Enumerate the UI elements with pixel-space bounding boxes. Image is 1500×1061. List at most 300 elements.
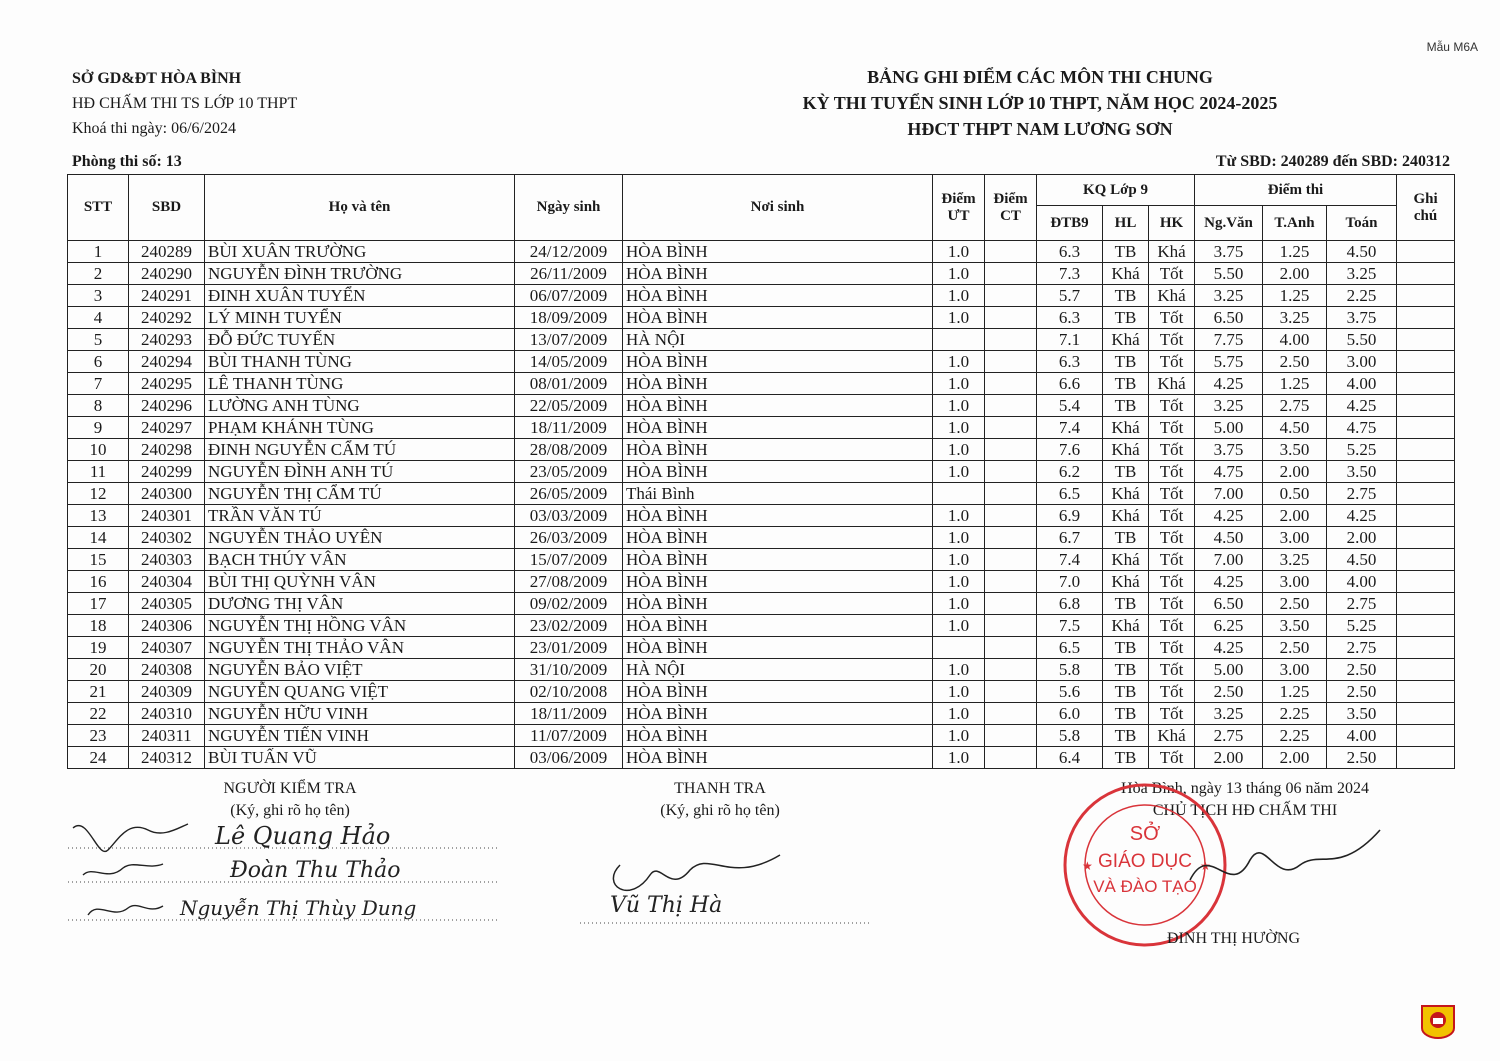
cell-stt: 23 [68,725,129,747]
cell-hk: Tốt [1149,747,1195,769]
stamp-line-1: SỞ [1129,823,1161,845]
cell-toan: 5.25 [1327,615,1397,637]
cell-pob: HÒA BÌNH [623,307,933,329]
checker-block [200,778,380,822]
cell-sbd: 240297 [129,417,205,439]
cell-ng-van: 7.00 [1195,549,1263,571]
cell-diem-ut: 1.0 [933,241,985,263]
cell-dob: 27/08/2009 [515,571,623,593]
cell-dob: 13/07/2009 [515,329,623,351]
table-row [68,439,1455,461]
cell-pob: HÒA BÌNH [623,395,933,417]
cell-hk: Khá [1149,241,1195,263]
cell-hk: Khá [1149,285,1195,307]
cell-hl: Khá [1103,263,1149,285]
cell-toan: 3.50 [1327,461,1397,483]
cell-t-anh: 3.00 [1263,571,1327,593]
cell-t-anh: 2.00 [1263,747,1327,769]
cell-ng-van: 2.50 [1195,681,1263,703]
col-dob: Ngày sinh [515,175,623,241]
cell-ghi-chu [1397,703,1455,725]
col-t-anh: T.Anh [1263,206,1327,241]
cell-hk: Tốt [1149,703,1195,725]
cell-toan: 3.25 [1327,263,1397,285]
cell-diem-ct [985,571,1037,593]
cell-hl: Khá [1103,571,1149,593]
col-ghi-chu [1397,175,1455,241]
stamp-star-right: ★ [1200,859,1211,873]
col-diem-ut-line2: ƯT [947,207,970,224]
cell-ng-van: 5.50 [1195,263,1263,285]
table-row [68,307,1455,329]
cell-toan: 4.75 [1327,417,1397,439]
cell-ng-van: 5.00 [1195,417,1263,439]
cell-dtb9: 7.4 [1037,549,1103,571]
table-row [68,549,1455,571]
cell-diem-ut: 1.0 [933,439,985,461]
cell-pob: HÒA BÌNH [623,351,933,373]
table-row [68,241,1455,263]
cell-dob: 23/05/2009 [515,461,623,483]
col-dtb9: ĐTB9 [1037,206,1103,241]
checker-title: NGƯỜI KIỂM TRA [223,780,357,797]
cell-dtb9: 6.4 [1037,747,1103,769]
col-ng-van: Ng.Văn [1195,206,1263,241]
cell-sbd: 240294 [129,351,205,373]
col-diem-thi: Điểm thi [1195,175,1397,206]
place-date: Hòa Bình, ngày 13 tháng 06 năm 2024 [1121,780,1369,797]
cell-toan: 2.50 [1327,747,1397,769]
cell-stt: 22 [68,703,129,725]
cell-pob: HÒA BÌNH [623,461,933,483]
cell-hk: Tốt [1149,659,1195,681]
col-name: Họ và tên [205,175,515,241]
cell-dob: 23/01/2009 [515,637,623,659]
cell-diem-ct [985,615,1037,637]
cell-dtb9: 7.4 [1037,417,1103,439]
cell-t-anh: 2.50 [1263,351,1327,373]
cell-stt: 10 [68,439,129,461]
cell-diem-ct [985,637,1037,659]
cell-diem-ut: 1.0 [933,659,985,681]
cell-hl: TB [1103,593,1149,615]
cell-ng-van: 3.75 [1195,439,1263,461]
cell-hk: Tốt [1149,637,1195,659]
cell-name: BÙI TUẤN VŨ [205,747,515,769]
cell-t-anh: 0.50 [1263,483,1327,505]
cell-ghi-chu [1397,505,1455,527]
cell-diem-ut: 1.0 [933,461,985,483]
col-ghi-chu-line2: chú [1413,207,1438,224]
cell-sbd: 240305 [129,593,205,615]
col-diem-ct-line2: CT [1000,207,1021,224]
cell-hk: Tốt [1149,505,1195,527]
cell-hk: Tốt [1149,615,1195,637]
cell-name: LÝ MINH TUYỂN [205,307,515,329]
chair-signature-scribble [1180,820,1390,910]
cell-pob: HÒA BÌNH [623,417,933,439]
cell-t-anh: 3.00 [1263,527,1327,549]
cell-sbd: 240304 [129,571,205,593]
cell-diem-ct [985,725,1037,747]
cell-ghi-chu [1397,351,1455,373]
cell-ghi-chu [1397,483,1455,505]
cell-dob: 18/11/2009 [515,703,623,725]
cell-dob: 31/10/2009 [515,659,623,681]
col-toan: Toán [1327,206,1397,241]
cell-hl: Khá [1103,549,1149,571]
cell-stt: 18 [68,615,129,637]
stamp-line-3: VÀ ĐÀO TẠO [1093,877,1197,896]
cell-dob: 15/07/2009 [515,549,623,571]
cell-dtb9: 6.3 [1037,307,1103,329]
cell-sbd: 240299 [129,461,205,483]
cell-diem-ct [985,329,1037,351]
cell-ghi-chu [1397,307,1455,329]
cell-hk: Tốt [1149,549,1195,571]
cell-pob: HÒA BÌNH [623,439,933,461]
cell-sbd: 240291 [129,285,205,307]
cell-pob: HÒA BÌNH [623,725,933,747]
cell-hl: TB [1103,241,1149,263]
cell-toan: 5.25 [1327,439,1397,461]
cell-diem-ut: 1.0 [933,527,985,549]
inspector-block [620,778,820,822]
cell-diem-ct [985,681,1037,703]
col-diem-ut-line1: Điểm [941,190,976,207]
cell-pob: HÒA BÌNH [623,637,933,659]
cell-sbd: 240295 [129,373,205,395]
cell-dtb9: 5.7 [1037,285,1103,307]
cell-toan: 2.75 [1327,637,1397,659]
cell-hl: Khá [1103,505,1149,527]
cell-dob: 18/09/2009 [515,307,623,329]
cell-diem-ut: 1.0 [933,417,985,439]
cell-diem-ut: 1.0 [933,351,985,373]
cell-diem-ut: 1.0 [933,747,985,769]
cell-ghi-chu [1397,417,1455,439]
cell-dtb9: 7.3 [1037,263,1103,285]
cell-toan: 3.50 [1327,703,1397,725]
cell-ghi-chu [1397,241,1455,263]
cell-pob: HÒA BÌNH [623,615,933,637]
cell-hl: TB [1103,461,1149,483]
cell-stt: 5 [68,329,129,351]
sbd-range: Từ SBD: 240289 đến SBD: 240312 [1215,153,1450,170]
cell-name: LƯỜNG ANH TÙNG [205,395,515,417]
cell-sbd: 240302 [129,527,205,549]
cell-hl: Khá [1103,483,1149,505]
cell-ghi-chu [1397,593,1455,615]
cell-ng-van: 6.25 [1195,615,1263,637]
cell-hk: Tốt [1149,461,1195,483]
cell-ng-van: 4.25 [1195,373,1263,395]
table-row [68,527,1455,549]
cell-pob: HÀ NỘI [623,659,933,681]
cell-stt: 7 [68,373,129,395]
cell-hk: Tốt [1149,395,1195,417]
cell-hk: Tốt [1149,307,1195,329]
cell-dtb9: 5.8 [1037,659,1103,681]
table-row [68,747,1455,769]
cell-name: NGUYỄN THỊ THẢO VÂN [205,637,515,659]
cell-diem-ut: 1.0 [933,571,985,593]
cell-ng-van: 5.00 [1195,659,1263,681]
cell-diem-ct [985,483,1037,505]
cell-name: PHẠM KHÁNH TÙNG [205,417,515,439]
table-row [68,373,1455,395]
cell-name: DƯƠNG THỊ VÂN [205,593,515,615]
table-row [68,351,1455,373]
cell-t-anh: 2.25 [1263,725,1327,747]
document-title [760,64,1320,142]
cell-diem-ut: 1.0 [933,681,985,703]
col-hk: HK [1149,206,1195,241]
cell-ng-van: 4.25 [1195,637,1263,659]
table-body [68,241,1455,769]
cell-hl: Khá [1103,439,1149,461]
cell-t-anh: 2.00 [1263,263,1327,285]
cell-hk: Tốt [1149,263,1195,285]
cell-hk: Tốt [1149,483,1195,505]
cell-t-anh: 3.25 [1263,549,1327,571]
score-table [67,174,1455,769]
cell-hk: Khá [1149,373,1195,395]
cell-t-anh: 4.00 [1263,329,1327,351]
cell-hl: TB [1103,373,1149,395]
cell-stt: 16 [68,571,129,593]
cell-name: NGUYỄN THẢO UYÊN [205,527,515,549]
cell-diem-ct [985,285,1037,307]
cell-pob: HÒA BÌNH [623,285,933,307]
cell-stt: 3 [68,285,129,307]
cell-toan: 2.75 [1327,483,1397,505]
cell-ng-van: 3.75 [1195,241,1263,263]
cell-ng-van: 7.75 [1195,329,1263,351]
table-row [68,681,1455,703]
cell-diem-ct [985,505,1037,527]
col-sbd: SBD [129,175,205,241]
cell-toan: 4.25 [1327,395,1397,417]
cell-sbd: 240289 [129,241,205,263]
table-row [68,417,1455,439]
checker-name-1: Lê Quang Hảo [215,822,391,850]
cell-sbd: 240301 [129,505,205,527]
cell-t-anh: 2.75 [1263,395,1327,417]
checker-note: (Ký, ghi rõ họ tên) [230,802,350,819]
cell-diem-ut: 1.0 [933,703,985,725]
table-row [68,571,1455,593]
cell-t-anh: 1.25 [1263,681,1327,703]
table-row [68,725,1455,747]
cell-dtb9: 6.6 [1037,373,1103,395]
cell-name: LÊ THANH TÙNG [205,373,515,395]
cell-pob: Thái Bình [623,483,933,505]
cell-ng-van: 4.25 [1195,505,1263,527]
cell-dob: 03/03/2009 [515,505,623,527]
cell-stt: 14 [68,527,129,549]
cell-diem-ut: 1.0 [933,549,985,571]
cell-diem-ut: 1.0 [933,307,985,329]
table-row [68,659,1455,681]
cell-dob: 09/02/2009 [515,593,623,615]
cell-dob: 23/02/2009 [515,615,623,637]
cell-hl: TB [1103,307,1149,329]
cell-dtb9: 7.5 [1037,615,1103,637]
cell-ghi-chu [1397,681,1455,703]
cell-stt: 15 [68,549,129,571]
cell-dtb9: 6.0 [1037,703,1103,725]
cell-name: NGUYỄN ĐÌNH ANH TÚ [205,461,515,483]
inspector-title: THANH TRA [674,780,766,797]
logo-icon [1418,1000,1458,1040]
cell-ng-van: 2.75 [1195,725,1263,747]
cell-ghi-chu [1397,263,1455,285]
checker-name-3: Nguyễn Thị Thùy Dung [180,896,417,920]
table-row [68,263,1455,285]
cell-hl: TB [1103,637,1149,659]
cell-dtb9: 6.2 [1037,461,1103,483]
cell-dtb9: 7.6 [1037,439,1103,461]
cell-ghi-chu [1397,395,1455,417]
cell-sbd: 240306 [129,615,205,637]
cell-ng-van: 4.75 [1195,461,1263,483]
cell-name: ĐINH XUÂN TUYỂN [205,285,515,307]
cell-diem-ut: 1.0 [933,505,985,527]
cell-stt: 17 [68,593,129,615]
cell-t-anh: 4.50 [1263,417,1327,439]
cell-dob: 18/11/2009 [515,417,623,439]
cell-diem-ut: 1.0 [933,285,985,307]
cell-name: TRẦN VĂN TÚ [205,505,515,527]
cell-toan: 5.50 [1327,329,1397,351]
cell-dob: 24/12/2009 [515,241,623,263]
cell-ng-van: 3.25 [1195,703,1263,725]
cell-name: NGUYỄN THỊ CẨM TÚ [205,483,515,505]
cell-name: BÙI XUÂN TRƯỜNG [205,241,515,263]
cell-hk: Tốt [1149,439,1195,461]
cell-pob: HÒA BÌNH [623,593,933,615]
cell-diem-ut: 1.0 [933,593,985,615]
table-row [68,285,1455,307]
cell-stt: 11 [68,461,129,483]
cell-diem-ct [985,351,1037,373]
cell-t-anh: 3.25 [1263,307,1327,329]
table-row [68,703,1455,725]
cell-hl: TB [1103,285,1149,307]
cell-ghi-chu [1397,747,1455,769]
cell-hk: Tốt [1149,329,1195,351]
cell-diem-ct [985,439,1037,461]
cell-hl: TB [1103,659,1149,681]
cell-hk: Khá [1149,725,1195,747]
cell-dob: 14/05/2009 [515,351,623,373]
cell-sbd: 240307 [129,637,205,659]
cell-ghi-chu [1397,637,1455,659]
cell-ghi-chu [1397,615,1455,637]
cell-t-anh: 3.50 [1263,439,1327,461]
cell-sbd: 240311 [129,725,205,747]
checker-name-2: Đoàn Thu Thảo [230,858,401,883]
cell-dtb9: 6.7 [1037,527,1103,549]
cell-pob: HÒA BÌNH [623,505,933,527]
cell-dtb9: 7.0 [1037,571,1103,593]
cell-ghi-chu [1397,659,1455,681]
table-row [68,505,1455,527]
cell-toan: 2.50 [1327,659,1397,681]
cell-diem-ct [985,241,1037,263]
cell-ng-van: 6.50 [1195,593,1263,615]
cell-diem-ct [985,747,1037,769]
form-code: Mẫu M6A [1426,40,1478,54]
cell-t-anh: 1.25 [1263,285,1327,307]
cell-pob: HÒA BÌNH [623,681,933,703]
cell-stt: 19 [68,637,129,659]
cell-stt: 9 [68,417,129,439]
cell-ghi-chu [1397,439,1455,461]
cell-dtb9: 5.8 [1037,725,1103,747]
cell-ng-van: 3.25 [1195,395,1263,417]
cell-hk: Tốt [1149,527,1195,549]
cell-hk: Tốt [1149,571,1195,593]
cell-pob: HÒA BÌNH [623,703,933,725]
cell-name: NGUYỄN QUANG VIỆT [205,681,515,703]
cell-dtb9: 6.5 [1037,483,1103,505]
org-name: SỞ GD&ĐT HÒA BÌNH [72,70,242,87]
cell-stt: 6 [68,351,129,373]
cell-toan: 4.00 [1327,373,1397,395]
cell-ng-van: 5.75 [1195,351,1263,373]
cell-pob: HÒA BÌNH [623,373,933,395]
cell-toan: 2.75 [1327,593,1397,615]
title-line-2: KỲ THI TUYỂN SINH LỚP 10 THPT, NĂM HỌC 2024-2025 [802,93,1278,113]
cell-hk: Tốt [1149,351,1195,373]
stamp-star-left: ★ [1082,859,1093,873]
cell-dob: 08/01/2009 [515,373,623,395]
cell-sbd: 240292 [129,307,205,329]
cell-t-anh: 1.25 [1263,373,1327,395]
cell-toan: 2.50 [1327,681,1397,703]
cell-t-anh: 2.50 [1263,637,1327,659]
school-logo [1418,1000,1458,1040]
cell-diem-ct [985,263,1037,285]
cell-diem-ct [985,703,1037,725]
cell-ghi-chu [1397,549,1455,571]
cell-sbd: 240303 [129,549,205,571]
cell-diem-ut [933,483,985,505]
inspector-name: Vũ Thị Hà [610,893,723,918]
cell-dob: 26/11/2009 [515,263,623,285]
cell-hl: TB [1103,395,1149,417]
cell-sbd: 240308 [129,659,205,681]
cell-hl: TB [1103,747,1149,769]
cell-diem-ct [985,373,1037,395]
cell-stt: 20 [68,659,129,681]
left-header [72,66,297,141]
cell-dob: 03/06/2009 [515,747,623,769]
board-name: HĐ CHẤM THI TS LỚP 10 THPT [72,95,298,112]
chair-signature [1180,820,1390,910]
cell-name: NGUYỄN TIẾN VINH [205,725,515,747]
cell-hl: Khá [1103,329,1149,351]
cell-toan: 2.25 [1327,285,1397,307]
cell-t-anh: 2.00 [1263,505,1327,527]
title-line-3: HĐCT THPT NAM LƯƠNG SƠN [907,119,1173,139]
cell-dob: 02/10/2008 [515,681,623,703]
cell-dtb9: 6.8 [1037,593,1103,615]
cell-diem-ut: 1.0 [933,263,985,285]
cell-stt: 12 [68,483,129,505]
